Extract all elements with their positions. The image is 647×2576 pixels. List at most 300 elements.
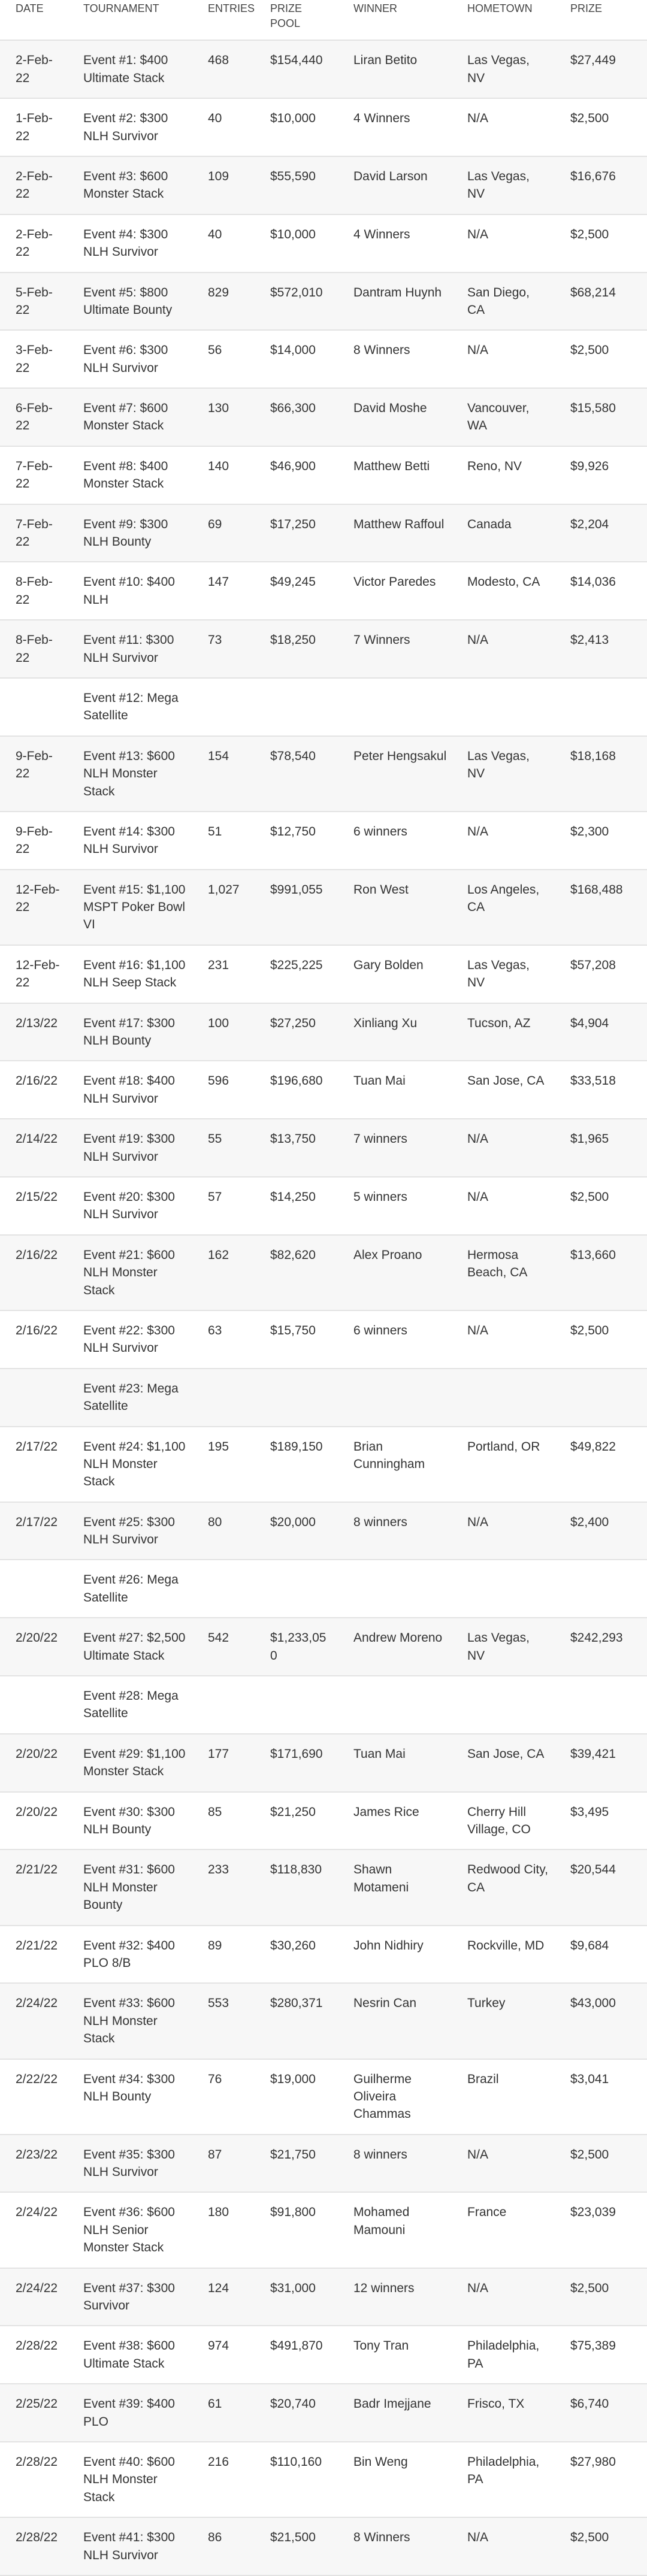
date-cell: [0, 678, 68, 736]
entries-cell: [192, 1369, 255, 1427]
prize-cell: $2,500: [555, 214, 647, 273]
hometown-cell: N/A: [452, 620, 555, 678]
tournament-cell: Event #3: $600 Monster Stack: [68, 156, 192, 214]
prize-cell: $2,500: [555, 330, 647, 388]
date-cell: [0, 1676, 68, 1734]
prize-pool-cell: $30,260: [255, 1926, 338, 1984]
winner-cell: Nesrin Can: [338, 1983, 452, 2059]
prize-cell: $27,980: [555, 2442, 647, 2517]
prize-cell: $33,518: [555, 1061, 647, 1119]
tournament-cell: Event #15: $1,100 MSPT Poker Bowl VI: [68, 870, 192, 945]
hometown-cell: Philadelphia, PA: [452, 2442, 555, 2517]
entries-cell: 69: [192, 504, 255, 562]
winner-cell: Bin Weng: [338, 2442, 452, 2517]
prize-pool-cell: $10,000: [255, 214, 338, 273]
table-row: [0, 1061, 647, 1119]
entries-cell: 147: [192, 562, 255, 620]
prize-pool-cell: $27,250: [255, 1003, 338, 1061]
prize-cell: $23,039: [555, 2192, 647, 2268]
prize-pool-cell: $14,000: [255, 330, 338, 388]
hometown-cell: Hermosa Beach, CA: [452, 1235, 555, 1310]
date-cell: 2/28/22: [0, 2326, 68, 2384]
date-cell: 2/24/22: [0, 1983, 68, 2059]
winner-cell: 8 Winners: [338, 330, 452, 388]
winner-cell: [338, 1560, 452, 1618]
date-cell: 2/20/22: [0, 1792, 68, 1850]
prize-cell: $2,204: [555, 504, 647, 562]
table-row: [0, 2059, 647, 2135]
tournament-cell: Event #21: $600 NLH Monster Stack: [68, 1235, 192, 1310]
table-row: [0, 1177, 647, 1235]
table-row: [0, 1427, 647, 1502]
winner-cell: Mohamed Mamouni: [338, 2192, 452, 2268]
prize-cell: [555, 1560, 647, 1618]
table-row: [0, 2135, 647, 2193]
winner-cell: Gary Bolden: [338, 945, 452, 1003]
prize-pool-cell: $572,010: [255, 273, 338, 331]
winner-cell: Badr Imejjane: [338, 2384, 452, 2442]
prize-cell: $3,495: [555, 1792, 647, 1850]
winner-cell: 6 winners: [338, 1310, 452, 1369]
prize-pool-cell: $13,750: [255, 1119, 338, 1177]
prize-cell: $27,449: [555, 40, 647, 98]
table-row: [0, 1926, 647, 1984]
prize-cell: $2,500: [555, 2517, 647, 2575]
winner-cell: Ron West: [338, 870, 452, 945]
table-row: [0, 1849, 647, 1925]
winner-cell: 8 winners: [338, 2135, 452, 2193]
prize-pool-cell: $91,800: [255, 2192, 338, 2268]
prize-cell: [555, 1369, 647, 1427]
date-cell: 2/17/22: [0, 1502, 68, 1560]
tournament-cell: Event #18: $400 NLH Survivor: [68, 1061, 192, 1119]
prize-pool-cell: $66,300: [255, 388, 338, 446]
date-cell: 3-Feb-22: [0, 330, 68, 388]
winner-cell: Tuan Mai: [338, 1061, 452, 1119]
hometown-cell: San Jose, CA: [452, 1061, 555, 1119]
entries-cell: 553: [192, 1983, 255, 2059]
winner-cell: 7 winners: [338, 1119, 452, 1177]
date-cell: 2/21/22: [0, 1926, 68, 1984]
winner-cell: Peter Hengsakul: [338, 736, 452, 812]
prize-cell: $2,500: [555, 98, 647, 156]
prize-cell: $75,389: [555, 2326, 647, 2384]
tournament-cell: Event #9: $300 NLH Bounty: [68, 504, 192, 562]
date-cell: 2/16/22: [0, 1235, 68, 1310]
tournament-cell: Event #41: $300 NLH Survivor: [68, 2517, 192, 2575]
table-row: [0, 2384, 647, 2442]
hometown-cell: Modesto, CA: [452, 562, 555, 620]
entries-cell: 231: [192, 945, 255, 1003]
date-cell: 2-Feb-22: [0, 214, 68, 273]
date-cell: 2/21/22: [0, 1849, 68, 1925]
winner-cell: Xinliang Xu: [338, 1003, 452, 1061]
entries-cell: 86: [192, 2517, 255, 2575]
hometown-cell: N/A: [452, 214, 555, 273]
winner-cell: [338, 1676, 452, 1734]
tournament-cell: Event #4: $300 NLH Survivor: [68, 214, 192, 273]
winner-cell: James Rice: [338, 1792, 452, 1850]
table-row: [0, 273, 647, 331]
header-entries: ENTRIES: [208, 2, 255, 14]
date-cell: 2/23/22: [0, 2135, 68, 2193]
tournament-cell: Event #5: $800 Ultimate Bounty: [68, 273, 192, 331]
tournament-cell: Event #32: $400 PLO 8/B: [68, 1926, 192, 1984]
hometown-cell: N/A: [452, 1310, 555, 1369]
tournament-cell: Event #28: Mega Satellite: [68, 1676, 192, 1734]
header-prize-pool: PRIZE POOL: [270, 2, 303, 30]
prize-cell: $20,544: [555, 1849, 647, 1925]
winner-cell: Dantram Huynh: [338, 273, 452, 331]
table-row: [0, 1560, 647, 1618]
prize-pool-cell: $225,225: [255, 945, 338, 1003]
date-cell: 1-Feb-22: [0, 98, 68, 156]
prize-cell: [555, 1676, 647, 1734]
hometown-cell: Las Vegas, NV: [452, 156, 555, 214]
date-cell: 2/24/22: [0, 2192, 68, 2268]
winner-cell: 8 winners: [338, 1502, 452, 1560]
tournament-cell: Event #31: $600 NLH Monster Bounty: [68, 1849, 192, 1925]
hometown-cell: N/A: [452, 1177, 555, 1235]
date-cell: 12-Feb-22: [0, 870, 68, 945]
entries-cell: 73: [192, 620, 255, 678]
prize-pool-cell: $154,440: [255, 40, 338, 98]
tournament-cell: Event #26: Mega Satellite: [68, 1560, 192, 1618]
prize-pool-cell: $49,245: [255, 562, 338, 620]
hometown-cell: Vancouver, WA: [452, 388, 555, 446]
prize-pool-cell: $171,690: [255, 1734, 338, 1792]
prize-pool-cell: $55,590: [255, 156, 338, 214]
prize-cell: $68,214: [555, 273, 647, 331]
date-cell: 7-Feb-22: [0, 504, 68, 562]
entries-cell: 124: [192, 2268, 255, 2326]
header-date: DATE: [16, 2, 44, 14]
entries-cell: 109: [192, 156, 255, 214]
prize-cell: $2,500: [555, 2268, 647, 2326]
table-row: [0, 1676, 647, 1734]
entries-cell: 40: [192, 214, 255, 273]
date-cell: 6-Feb-22: [0, 388, 68, 446]
table-body: [0, 40, 647, 2575]
hometown-cell: N/A: [452, 1119, 555, 1177]
date-cell: 2/28/22: [0, 2517, 68, 2575]
prize-pool-cell: $20,740: [255, 2384, 338, 2442]
tournament-cell: Event #19: $300 NLH Survivor: [68, 1119, 192, 1177]
hometown-cell: Turkey: [452, 1983, 555, 2059]
prize-pool-cell: $118,830: [255, 1849, 338, 1925]
date-cell: 2-Feb-22: [0, 40, 68, 98]
entries-cell: 180: [192, 2192, 255, 2268]
tournament-cell: Event #29: $1,100 Monster Stack: [68, 1734, 192, 1792]
hometown-cell: Reno, NV: [452, 446, 555, 504]
table-row: [0, 562, 647, 620]
entries-cell: 87: [192, 2135, 255, 2193]
entries-cell: 130: [192, 388, 255, 446]
prize-cell: $6,740: [555, 2384, 647, 2442]
date-cell: 9-Feb-22: [0, 812, 68, 870]
winner-cell: 4 Winners: [338, 98, 452, 156]
tournament-cell: Event #17: $300 NLH Bounty: [68, 1003, 192, 1061]
hometown-cell: Los Angeles, CA: [452, 870, 555, 945]
entries-cell: 57: [192, 1177, 255, 1235]
hometown-cell: N/A: [452, 1502, 555, 1560]
entries-cell: 40: [192, 98, 255, 156]
tournament-cell: Event #27: $2,500 Ultimate Stack: [68, 1618, 192, 1676]
entries-cell: 89: [192, 1926, 255, 1984]
prize-pool-cell: $20,000: [255, 1502, 338, 1560]
hometown-cell: San Diego, CA: [452, 273, 555, 331]
winner-cell: Guilherme Oliveira Chammas: [338, 2059, 452, 2135]
prize-cell: $14,036: [555, 562, 647, 620]
date-cell: 2/16/22: [0, 1310, 68, 1369]
entries-cell: 542: [192, 1618, 255, 1676]
winner-cell: 8 Winners: [338, 2517, 452, 2575]
table-row: [0, 2442, 647, 2517]
tournament-cell: Event #25: $300 NLH Survivor: [68, 1502, 192, 1560]
prize-cell: $4,904: [555, 1003, 647, 1061]
prize-pool-cell: [255, 1369, 338, 1427]
date-cell: 2/28/22: [0, 2442, 68, 2517]
prize-pool-cell: $82,620: [255, 1235, 338, 1310]
prize-pool-cell: $78,540: [255, 736, 338, 812]
entries-cell: 140: [192, 446, 255, 504]
tournament-cell: Event #1: $400 Ultimate Stack: [68, 40, 192, 98]
tournament-cell: Event #13: $600 NLH Monster Stack: [68, 736, 192, 812]
winner-cell: [338, 678, 452, 736]
prize-cell: $43,000: [555, 1983, 647, 2059]
tournament-cell: Event #23: Mega Satellite: [68, 1369, 192, 1427]
prize-cell: $168,488: [555, 870, 647, 945]
table-row: [0, 1983, 647, 2059]
entries-cell: 1,027: [192, 870, 255, 945]
entries-cell: 974: [192, 2326, 255, 2384]
winner-cell: Liran Betito: [338, 40, 452, 98]
prize-pool-cell: $14,250: [255, 1177, 338, 1235]
winner-cell: 12 winners: [338, 2268, 452, 2326]
prize-cell: $13,660: [555, 1235, 647, 1310]
tournament-cell: Event #20: $300 NLH Survivor: [68, 1177, 192, 1235]
table-row: [0, 736, 647, 812]
tournament-cell: Event #35: $300 NLH Survivor: [68, 2135, 192, 2193]
prize-pool-cell: $46,900: [255, 446, 338, 504]
date-cell: 2/25/22: [0, 2384, 68, 2442]
prize-cell: $18,168: [555, 736, 647, 812]
prize-pool-cell: $18,250: [255, 620, 338, 678]
winner-cell: 7 Winners: [338, 620, 452, 678]
entries-cell: 162: [192, 1235, 255, 1310]
winner-cell: Matthew Betti: [338, 446, 452, 504]
date-cell: 5-Feb-22: [0, 273, 68, 331]
entries-cell: [192, 1560, 255, 1618]
prize-cell: $39,421: [555, 1734, 647, 1792]
prize-pool-cell: $1,233,050: [255, 1618, 338, 1676]
table-row: [0, 812, 647, 870]
hometown-cell: [452, 1560, 555, 1618]
table-row: [0, 1502, 647, 1560]
tournament-cell: Event #8: $400 Monster Stack: [68, 446, 192, 504]
tournament-cell: Event #24: $1,100 NLH Monster Stack: [68, 1427, 192, 1502]
hometown-cell: N/A: [452, 2517, 555, 2575]
hometown-cell: Brazil: [452, 2059, 555, 2135]
prize-pool-cell: $10,000: [255, 98, 338, 156]
winner-cell: 5 winners: [338, 1177, 452, 1235]
prize-cell: $1,965: [555, 1119, 647, 1177]
hometown-cell: Tucson, AZ: [452, 1003, 555, 1061]
header-hometown: HOMETOWN: [467, 2, 533, 14]
date-cell: [0, 1369, 68, 1427]
tournament-cell: Event #36: $600 NLH Senior Monster Stack: [68, 2192, 192, 2268]
winner-cell: John Nidhiry: [338, 1926, 452, 1984]
table-row: [0, 2268, 647, 2326]
table-row: [0, 1003, 647, 1061]
tournament-cell: Event #11: $300 NLH Survivor: [68, 620, 192, 678]
prize-cell: $9,926: [555, 446, 647, 504]
hometown-cell: Philadelphia, PA: [452, 2326, 555, 2384]
prize-cell: $15,580: [555, 388, 647, 446]
winner-cell: Andrew Moreno: [338, 1618, 452, 1676]
prize-cell: $16,676: [555, 156, 647, 214]
prize-pool-cell: [255, 1676, 338, 1734]
tournament-cell: Event #22: $300 NLH Survivor: [68, 1310, 192, 1369]
winner-cell: Victor Paredes: [338, 562, 452, 620]
date-cell: 8-Feb-22: [0, 620, 68, 678]
table-row: [0, 1618, 647, 1676]
prize-pool-cell: $991,055: [255, 870, 338, 945]
header-prize: PRIZE: [570, 2, 603, 14]
hometown-cell: Las Vegas, NV: [452, 945, 555, 1003]
prize-cell: $57,208: [555, 945, 647, 1003]
prize-pool-cell: [255, 678, 338, 736]
date-cell: 2/16/22: [0, 1061, 68, 1119]
entries-cell: 80: [192, 1502, 255, 1560]
prize-pool-cell: $17,250: [255, 504, 338, 562]
date-cell: 9-Feb-22: [0, 736, 68, 812]
tournament-cell: Event #14: $300 NLH Survivor: [68, 812, 192, 870]
hometown-cell: N/A: [452, 330, 555, 388]
prize-pool-cell: $12,750: [255, 812, 338, 870]
winner-cell: 4 Winners: [338, 214, 452, 273]
table-row: [0, 678, 647, 736]
prize-pool-cell: $196,680: [255, 1061, 338, 1119]
hometown-cell: Portland, OR: [452, 1427, 555, 1502]
winner-cell: [338, 1369, 452, 1427]
entries-cell: 177: [192, 1734, 255, 1792]
hometown-cell: [452, 1676, 555, 1734]
table-row: [0, 446, 647, 504]
table-row: [0, 1310, 647, 1369]
prize-cell: $2,400: [555, 1502, 647, 1560]
prize-pool-cell: $21,250: [255, 1792, 338, 1850]
prize-pool-cell: $15,750: [255, 1310, 338, 1369]
hometown-cell: N/A: [452, 2135, 555, 2193]
prize-pool-cell: $189,150: [255, 1427, 338, 1502]
table-row: [0, 388, 647, 446]
table-row: [0, 214, 647, 273]
hometown-cell: Las Vegas, NV: [452, 1618, 555, 1676]
entries-cell: 61: [192, 2384, 255, 2442]
date-cell: 2/15/22: [0, 1177, 68, 1235]
entries-cell: 233: [192, 1849, 255, 1925]
prize-cell: $9,684: [555, 1926, 647, 1984]
winner-cell: 6 winners: [338, 812, 452, 870]
hometown-cell: San Jose, CA: [452, 1734, 555, 1792]
prize-pool-cell: $31,000: [255, 2268, 338, 2326]
winner-cell: David Moshe: [338, 388, 452, 446]
hometown-cell: Canada: [452, 504, 555, 562]
entries-cell: 51: [192, 812, 255, 870]
winner-cell: Alex Proano: [338, 1235, 452, 1310]
prize-cell: $2,500: [555, 1177, 647, 1235]
entries-cell: 100: [192, 1003, 255, 1061]
date-cell: [0, 1560, 68, 1618]
prize-pool-cell: $491,870: [255, 2326, 338, 2384]
hometown-cell: Las Vegas, NV: [452, 736, 555, 812]
prize-cell: $2,413: [555, 620, 647, 678]
prize-pool-cell: $280,371: [255, 1983, 338, 2059]
hometown-cell: [452, 678, 555, 736]
table-row: [0, 156, 647, 214]
tournament-cell: Event #7: $600 Monster Stack: [68, 388, 192, 446]
date-cell: 2/20/22: [0, 1734, 68, 1792]
table-row: [0, 330, 647, 388]
winner-cell: Shawn Motameni: [338, 1849, 452, 1925]
date-cell: 2/20/22: [0, 1618, 68, 1676]
tournament-cell: Event #10: $400 NLH: [68, 562, 192, 620]
table-row: [0, 1235, 647, 1310]
table-row: [0, 2517, 647, 2575]
table-row: [0, 620, 647, 678]
entries-cell: 55: [192, 1119, 255, 1177]
tournament-cell: Event #40: $600 NLH Monster Stack: [68, 2442, 192, 2517]
prize-cell: $2,500: [555, 1310, 647, 1369]
tournament-cell: Event #37: $300 Survivor: [68, 2268, 192, 2326]
entries-cell: 154: [192, 736, 255, 812]
date-cell: 2/14/22: [0, 1119, 68, 1177]
date-cell: 2-Feb-22: [0, 156, 68, 214]
tournament-cell: Event #6: $300 NLH Survivor: [68, 330, 192, 388]
header-winner: WINNER: [353, 2, 397, 14]
winner-cell: David Larson: [338, 156, 452, 214]
table-row: [0, 1119, 647, 1177]
prize-cell: [555, 678, 647, 736]
hometown-cell: N/A: [452, 98, 555, 156]
prize-pool-cell: $21,500: [255, 2517, 338, 2575]
table-row: [0, 504, 647, 562]
tournament-cell: Event #2: $300 NLH Survivor: [68, 98, 192, 156]
entries-cell: 216: [192, 2442, 255, 2517]
date-cell: 12-Feb-22: [0, 945, 68, 1003]
entries-cell: 596: [192, 1061, 255, 1119]
table-row: [0, 1792, 647, 1850]
entries-cell: [192, 1676, 255, 1734]
header-tournament: TOURNAMENT: [83, 2, 159, 14]
table-row: [0, 870, 647, 945]
table-row: [0, 1369, 647, 1427]
hometown-cell: N/A: [452, 812, 555, 870]
date-cell: 2/17/22: [0, 1427, 68, 1502]
entries-cell: 76: [192, 2059, 255, 2135]
tournament-cell: Event #33: $600 NLH Monster Stack: [68, 1983, 192, 2059]
entries-cell: 829: [192, 273, 255, 331]
date-cell: 2/13/22: [0, 1003, 68, 1061]
hometown-cell: Rockville, MD: [452, 1926, 555, 1984]
date-cell: 2/22/22: [0, 2059, 68, 2135]
table-header: [0, 0, 647, 40]
winner-cell: Brian Cunningham: [338, 1427, 452, 1502]
winner-cell: Tuan Mai: [338, 1734, 452, 1792]
date-cell: 7-Feb-22: [0, 446, 68, 504]
header-row: [0, 0, 647, 40]
